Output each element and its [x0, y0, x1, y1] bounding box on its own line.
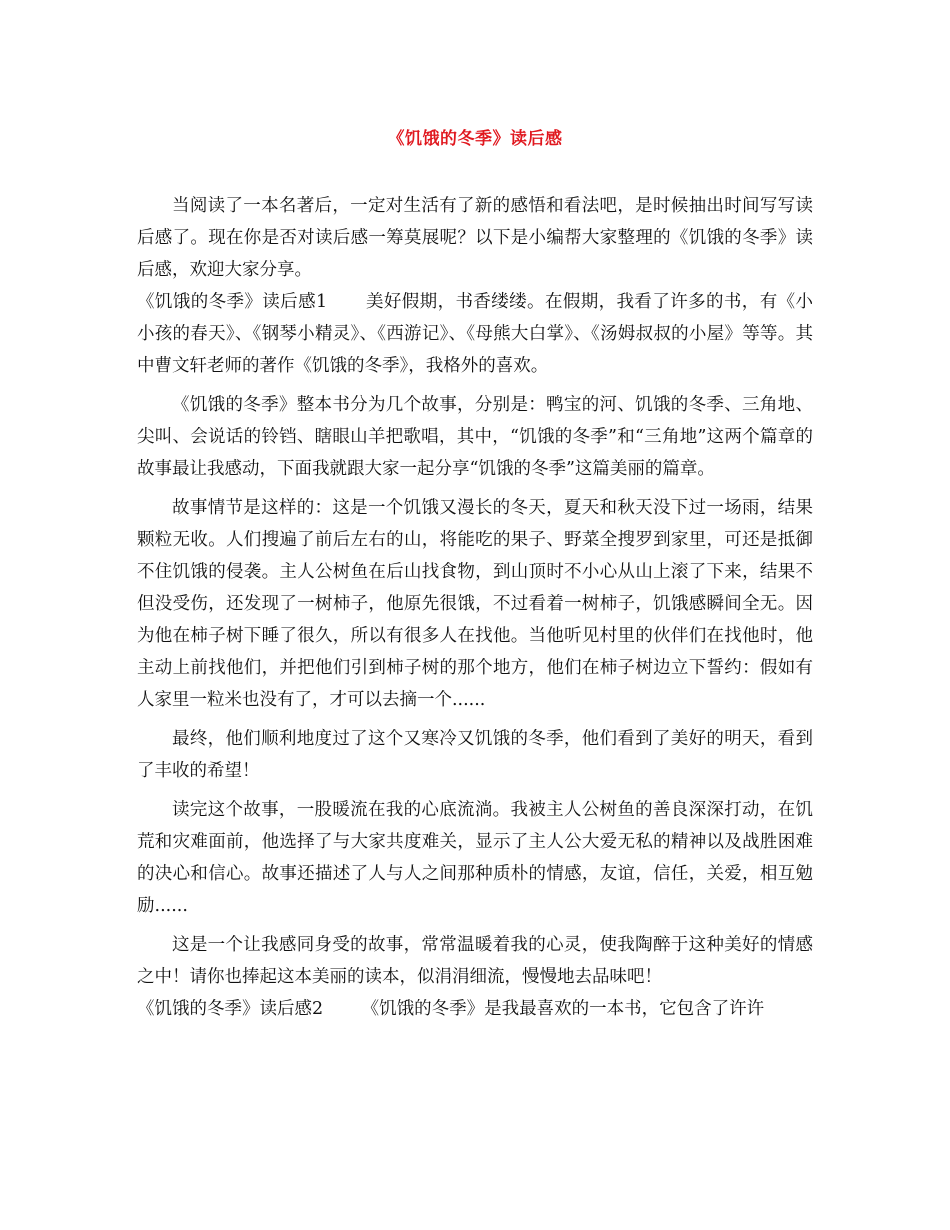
section-1-heading: 《饥饿的冬季》读后感1 [137, 292, 328, 312]
section-2-heading: 《饥饿的冬季》读后感2 [137, 999, 324, 1019]
section-1-paragraph-5: 读完这个故事，一股暖流在我的心底流淌。我被主人公树鱼的善良深深打动，在饥荒和灾难面前，他选择了与大家共度难关，显示了主人公大爱无私的精神以及战胜困难的决心和信心。故事还描述了人与人之间那种质朴的情感，友谊，信任，关爱，相互勉励...... [137, 800, 813, 916]
section-1-paragraph-2: 《饥饿的冬季》整本书分为几个故事，分别是：鸭宝的河、饥饿的冬季、三角地、尖叫、会说话的铃铛、瞎眼山羊把歌唱，其中，“饥饿的冬季”和“三角地”这两个篇章的故事最让我感动，下面我就跟大家一起分享“饥饿的冬季”这篇美丽的篇章。 [137, 395, 813, 479]
intro-paragraph: 当阅读了一本名著后，一定对生活有了新的感悟和看法吧，是时候抽出时间写写读后感了。现在你是否对读后感一筹莫展呢？以下是小编帮大家整理的《饥饿的冬季》读后感，欢迎大家分享。 [137, 196, 813, 280]
document-title: 《饥饿的冬季》读后感 [387, 129, 563, 149]
section-1-first-paragraph [137, 286, 813, 382]
section-2-first-paragraph [137, 993, 813, 1025]
section-1-paragraph-6: 这是一个让我感同身受的故事，常常温暖着我的心灵，使我陶醉于这种美好的情感之中！请你也捧起这本美丽的读本，似涓涓细流，慢慢地去品味吧！ [137, 935, 813, 987]
section-1-paragraph-3: 故事情节是这样的：这是一个饥饿又漫长的冬天，夏天和秋天没下过一场雨，结果颗粒无收。人们搜遍了前后左右的山，将能吃的果子、野菜全搜罗到家里，可还是抵御不住饥饿的侵袭。主人公树鱼在后山找食物，到山顶时不小心从山上滚了下来，结果不但没受伤，还发现了一树柿子，他原先很饿，不过看着一树柿子，饥饿感瞬间全无。因为他在柿子树下睡了很久，所以有很多人在找他。当他听见村里的伙伴们在找他时，他主动上前找他们，并把他们引到柿子树的那个地方，他们在柿子树边立下誓约：假如有人家里一粒米也没有了，才可以去摘一个...... [137, 498, 813, 710]
section-1-paragraph-1-text: 美好假期，书香缕缕。在假期，我看了许多的书，有《小小孩的春天》、《钢琴小精灵》、《西游记》、《母熊大白掌》、《汤姆叔叔的小屋》等等。其中曹文轩老师的著作《饥饿的冬季》，我格外的喜欢。 [137, 292, 813, 376]
document-body [137, 190, 813, 1025]
section-2-first-text: 《饥饿的冬季》是我最喜欢的一本书，它包含了许许 [361, 999, 765, 1019]
section-1-paragraph-4: 最终，他们顺利地度过了这个又寒冷又饥饿的冬季，他们看到了美好的明天，看到了丰收的希望！ [137, 729, 813, 781]
